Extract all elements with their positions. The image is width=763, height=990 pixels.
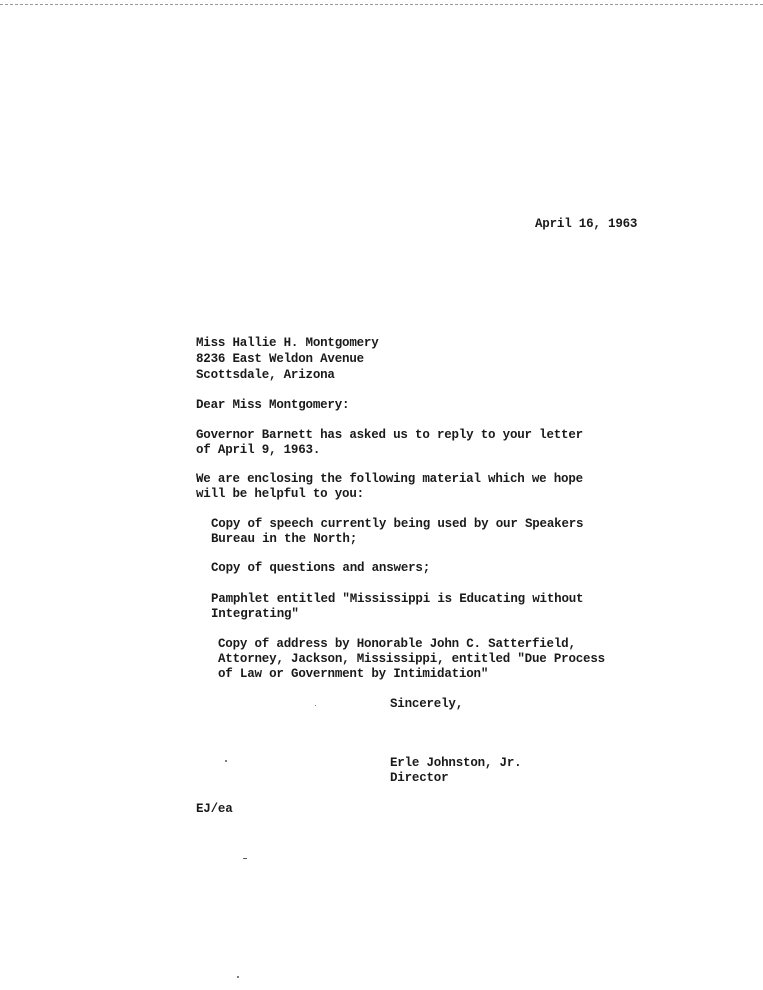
enclosure-line: Bureau in the North; (211, 532, 358, 546)
recipient-city: Scottsdale, Arizona (196, 368, 335, 382)
reference-initials: EJ/ea (196, 802, 233, 816)
scan-speck (315, 705, 316, 706)
enclosure-line: Attorney, Jackson, Mississippi, entitled "Due Process (218, 652, 605, 666)
scan-speck (243, 858, 247, 859)
scan-speck (237, 976, 239, 978)
signer-name: Erle Johnston, Jr. (390, 756, 522, 770)
enclosure-line: Copy of questions and answers; (211, 561, 431, 575)
enclosure-line: of Law or Government by Intimidation" (218, 667, 489, 681)
signer-title: Director (390, 771, 449, 785)
closing: Sincerely, (390, 697, 464, 711)
enclosure-line: Pamphlet entitled "Mississippi is Educating without (211, 592, 584, 606)
enclosure-line: Copy of speech currently being used by our Speakers (211, 517, 584, 531)
enclosure-line: Copy of address by Honorable John C. Satterfield, (218, 637, 576, 651)
enclosure-line: Integrating" (211, 607, 299, 621)
paragraph-line: of April 9, 1963. (196, 443, 321, 457)
page-top-edge (0, 0, 763, 5)
paragraph-line: We are enclosing the following material which we hope (196, 472, 583, 486)
paragraph-line: will be helpful to you: (196, 487, 364, 501)
salutation: Dear Miss Montgomery: (196, 398, 350, 412)
recipient-name: Miss Hallie H. Montgomery (196, 336, 379, 350)
paragraph-line: Governor Barnett has asked us to reply to your letter (196, 428, 583, 442)
scan-speck (225, 760, 227, 762)
letter-date: April 16, 1963 (535, 217, 638, 231)
recipient-street: 8236 East Weldon Avenue (196, 352, 364, 366)
